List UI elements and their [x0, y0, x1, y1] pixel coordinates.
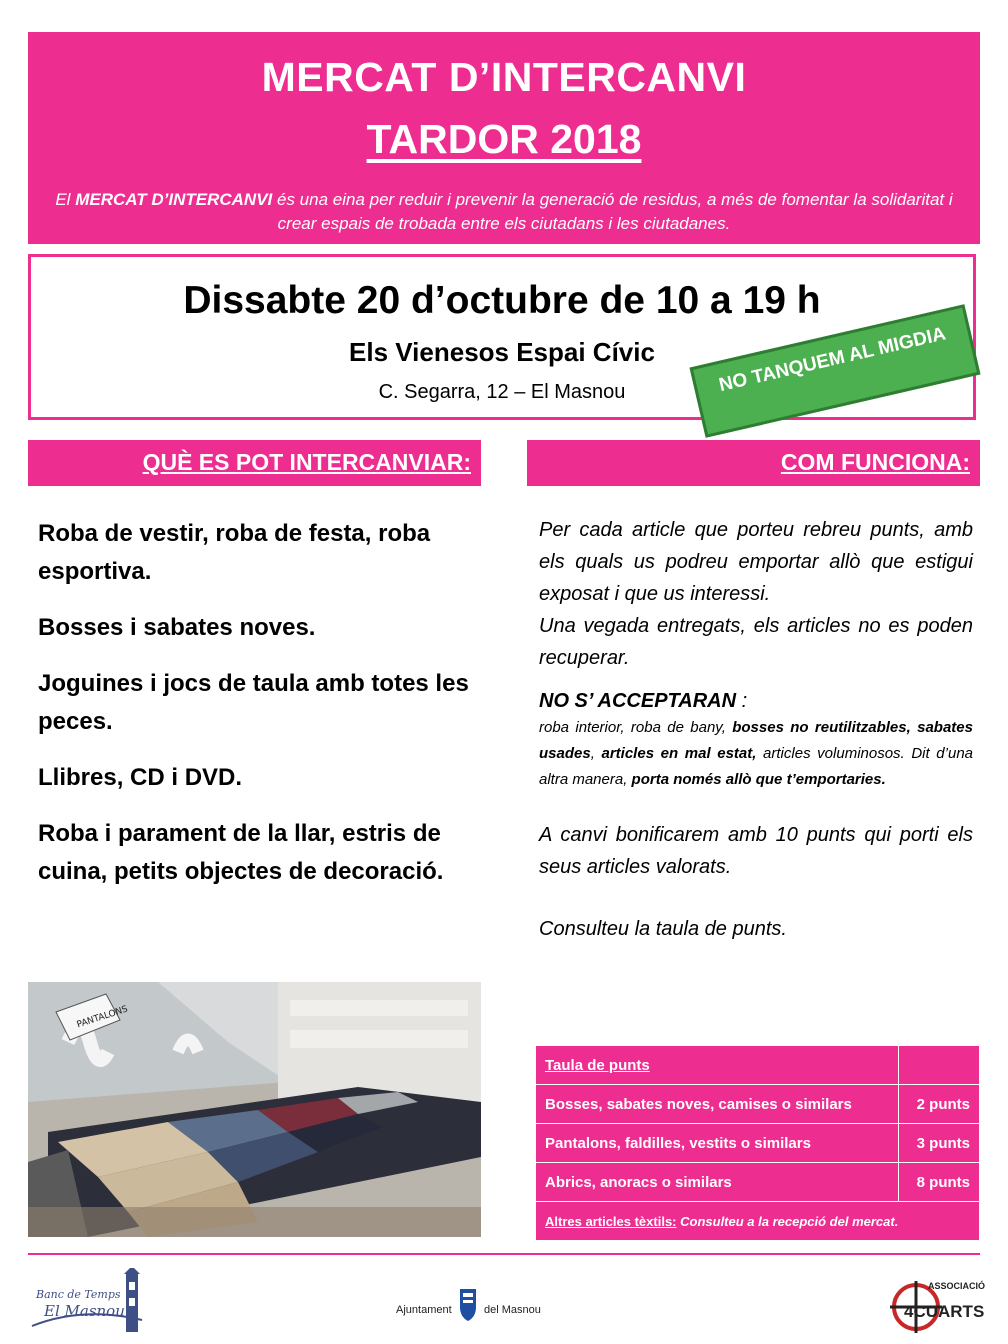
event-date: Dissabte 20 d’octubre de 10 a 19 h	[183, 279, 821, 322]
municipal-shield-icon	[396, 1285, 576, 1325]
right-logo-top: ASSOCIACIÓ	[928, 1281, 986, 1291]
row-label: Abrics, anoracs o similars	[536, 1163, 899, 1202]
exchange-items-list	[38, 515, 478, 909]
footer-text: Consulteu a la recepció del mercat.	[676, 1213, 899, 1229]
header-banner	[28, 32, 980, 244]
not-accepted-text	[539, 715, 973, 793]
table-row	[536, 1163, 980, 1202]
not-accepted-title	[539, 690, 973, 713]
row-value: 3 punts	[899, 1124, 980, 1163]
not-accepted-colon: :	[736, 690, 748, 712]
event-address: C. Segarra, 12 – El Masnou	[378, 381, 626, 403]
consult-text: Consulteu la taula de punts.	[539, 918, 787, 940]
how-paragraph-1: Per cada article que porteu rebreu punts, amb els quals us podreu emportar allò que estigui exposat i que us interessi.	[539, 519, 973, 605]
row-value: 2 punts	[899, 1085, 980, 1124]
section-bar-right	[527, 440, 980, 486]
na-text-3: articles voluminosos. Dit d’una altra manera,	[539, 745, 973, 788]
how-paragraph-2: Una vegada entregats, els articles no es poden recuperar.	[539, 615, 973, 669]
na-text-1: roba interior, roba de bany,	[539, 719, 733, 736]
center-logo-right: del Masnou	[484, 1304, 541, 1316]
section-bar-left	[28, 440, 481, 486]
bell-tower-icon	[30, 1268, 148, 1336]
intro-prefix: El	[55, 190, 76, 209]
table-row	[536, 1085, 980, 1124]
list-item: Roba i parament de la llar, estris de cuina, petits objectes de decoració.	[38, 820, 444, 885]
photo-sign-label: PANTALONS	[75, 1004, 130, 1031]
table-header-label: Taula de punts	[545, 1056, 650, 1074]
intro-rest: és una eina per reduir i prevenir la generació de residus, a més de fomentar la solidaritat i crear espais de trobada entre els ciutadans i les ciutadanes.	[272, 190, 953, 233]
market-photo-image	[28, 982, 481, 1237]
intro-text	[48, 188, 960, 236]
title-line-2	[28, 116, 980, 163]
list-item: Joguines i jocs de taula amb totes les peces.	[38, 670, 469, 735]
table-header-cell	[536, 1046, 899, 1085]
list-item: Llibres, CD i DVD.	[38, 764, 243, 791]
row-label: Pantalons, faldilles, vestits o similars	[536, 1124, 899, 1163]
left-logo-line1: Banc de Temps	[36, 1288, 121, 1301]
bonus-text: A canvi bonificarem amb 10 punts qui porti els seus articles valorats.	[539, 824, 973, 878]
table-footer-cell	[536, 1202, 980, 1241]
not-accepted-heading: NO S’ ACCEPTARAN	[539, 690, 737, 712]
footer-divider	[28, 1253, 980, 1255]
list-item: Roba de vestir, roba de festa, roba esportiva.	[38, 520, 431, 585]
list-item: Bosses i sabates noves.	[38, 614, 316, 641]
intro-bold: MERCAT D’INTERCANVI	[75, 190, 273, 209]
points-table	[535, 1045, 980, 1241]
na-text-2: ,	[590, 745, 602, 762]
na-bold-3: porta només allò que t’emportaries.	[631, 771, 886, 788]
table-header-empty	[899, 1046, 980, 1085]
row-label: Bosses, sabates noves, camises o similars	[536, 1085, 899, 1124]
table-footer-row	[536, 1202, 980, 1241]
na-bold-2: articles en mal estat,	[601, 745, 757, 762]
right-logo-main: 4CUARTS	[904, 1302, 985, 1321]
associacio-4cuarts-logo	[890, 1275, 990, 1335]
event-place: Els Vienesos Espai Cívic	[349, 337, 655, 367]
ajuntament-logo	[396, 1285, 576, 1325]
how-it-works-text	[539, 514, 973, 945]
table-row	[536, 1124, 980, 1163]
section-heading-what: QUÈ ES POT INTERCANVIAR:	[142, 449, 471, 475]
row-value: 8 punts	[899, 1163, 980, 1202]
badge-text: NO TANQUEM AL MIGDIA	[717, 323, 948, 397]
market-photo	[28, 982, 481, 1237]
footer-label: Altres articles tèxtils:	[545, 1213, 677, 1229]
banc-de-temps-logo	[30, 1268, 148, 1336]
title-line-1: MERCAT D’INTERCANVI	[261, 54, 747, 100]
na-bold-1: bosses no reutilitzables, sabates usades	[539, 719, 973, 762]
left-logo-line2: El Masnou	[44, 1302, 125, 1320]
center-logo-left: Ajuntament	[396, 1304, 452, 1316]
crosshair-logo-icon	[890, 1275, 990, 1335]
table-header-row	[536, 1046, 980, 1085]
section-heading-how: COM FUNCIONA:	[780, 449, 970, 475]
title-season: TARDOR 2018	[366, 116, 642, 162]
